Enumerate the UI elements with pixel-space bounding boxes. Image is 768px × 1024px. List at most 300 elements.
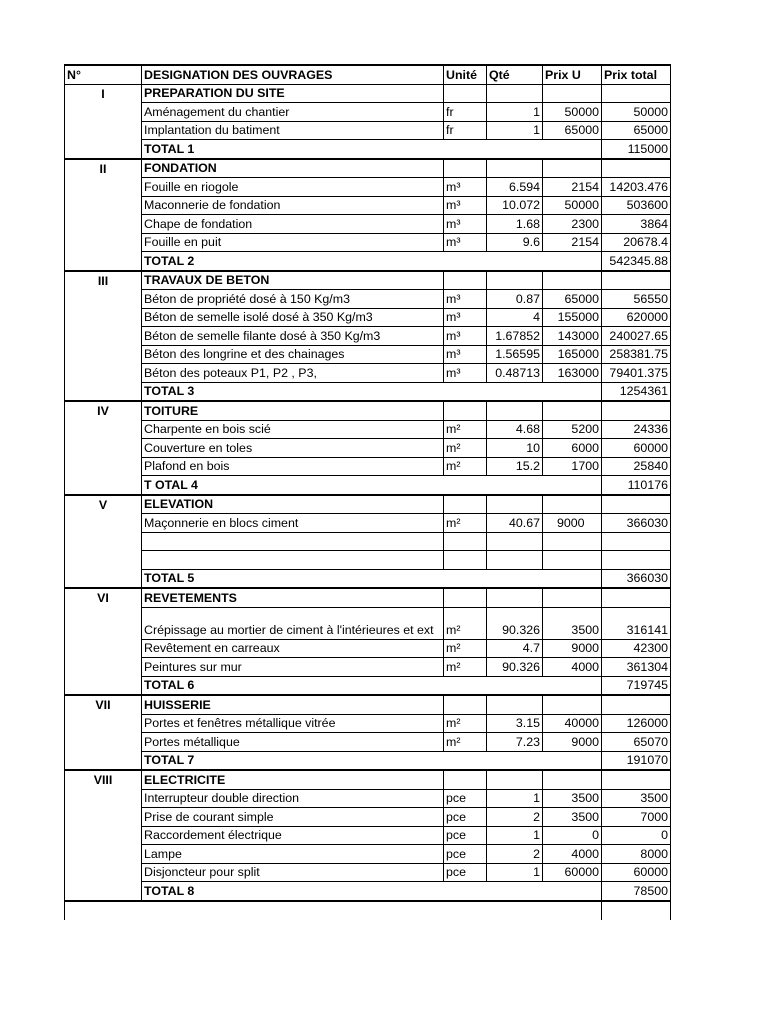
cell-qte: 1 <box>487 103 543 122</box>
table-row <box>65 639 671 658</box>
cell-prix-u: 3500 <box>543 808 602 827</box>
cell-qte: 1 <box>487 863 543 882</box>
cell-qte: 2 <box>487 845 543 864</box>
cell-no <box>65 382 142 401</box>
cell-prix-u: 6000 <box>543 439 602 458</box>
cell-unite: m² <box>444 420 487 439</box>
cell-designation: Fouille en puit <box>142 233 444 252</box>
cell-unite: m² <box>444 658 487 677</box>
cell-qte: 10.072 <box>487 196 543 215</box>
cell-unite: m² <box>444 639 487 658</box>
cell-qte <box>487 382 543 401</box>
cell-prix-u: 4000 <box>543 658 602 677</box>
cell-no <box>65 514 142 533</box>
cell-unite <box>444 271 487 290</box>
cell-designation: Béton des longrine et des chainages <box>142 345 444 364</box>
cell-prix-total: 7000 <box>602 808 671 827</box>
cell-designation: Chape de fondation <box>142 215 444 234</box>
section-total-value: 542345.88 <box>602 252 671 271</box>
section-total-value: 1254361 <box>602 382 671 401</box>
cell-qte <box>487 252 543 271</box>
cell-prix-total <box>602 495 671 514</box>
cell-prix-total <box>602 588 671 607</box>
cell-unite <box>444 84 487 103</box>
cell-prix-total: 25840 <box>602 457 671 476</box>
cell-prix-total: 60000 <box>602 439 671 458</box>
cell-no <box>65 751 142 770</box>
cell-no <box>65 789 142 808</box>
section-number: I <box>65 84 142 103</box>
cell-qte: 40.67 <box>487 514 543 533</box>
table-row <box>65 327 671 346</box>
cell-qte <box>487 401 543 420</box>
table-row <box>65 420 671 439</box>
cell-prix-u: 3500 <box>543 607 602 639</box>
section-title-row <box>65 495 671 514</box>
table-row <box>65 607 671 639</box>
cell-qte: 15.2 <box>487 457 543 476</box>
cell-designation: Béton des poteaux P1, P2 , P3, <box>142 364 444 383</box>
table-row <box>65 290 671 309</box>
cell-prix-total: 0 <box>602 826 671 845</box>
cell-qte: 7.23 <box>487 733 543 752</box>
cell-qte <box>487 695 543 714</box>
cell-unite: m² <box>444 439 487 458</box>
cell-no <box>65 364 142 383</box>
section-total-value: 719745 <box>602 676 671 695</box>
cell-unite <box>444 252 487 271</box>
cell-prix-u <box>543 495 602 514</box>
quote-table <box>64 64 671 920</box>
cell-qte: 3.15 <box>487 714 543 733</box>
cell-prix-u <box>543 751 602 770</box>
cell-unite: m³ <box>444 308 487 327</box>
cell-no <box>65 845 142 864</box>
section-total-label: TOTAL 5 <box>142 569 444 588</box>
header-prix-u: Prix U <box>543 65 602 84</box>
section-number: III <box>65 271 142 290</box>
cell-prix-total: 8000 <box>602 845 671 864</box>
cell-designation: Maçonnerie en blocs ciment <box>142 514 444 533</box>
cell-prix-u: 4000 <box>543 845 602 864</box>
table-row <box>65 826 671 845</box>
cell-prix-u: 155000 <box>543 308 602 327</box>
table-row <box>65 551 671 570</box>
section-total-row <box>65 882 671 901</box>
table-row <box>65 121 671 140</box>
cell-prix-u <box>543 532 602 551</box>
cell-prix-u: 60000 <box>543 863 602 882</box>
cell-designation: Béton de semelle isolé dosé à 350 Kg/m3 <box>142 308 444 327</box>
cell-prix-total: 316141 <box>602 607 671 639</box>
cell-designation: Plafond en bois <box>142 457 444 476</box>
cell-qte: 90.326 <box>487 607 543 639</box>
cell-qte: 1 <box>487 789 543 808</box>
cell-designation: Raccordement électrique <box>142 826 444 845</box>
cell-qte: 4.7 <box>487 639 543 658</box>
section-title-row <box>65 84 671 103</box>
header-unite: Unité <box>444 65 487 84</box>
cell-qte: 0.48713 <box>487 364 543 383</box>
cell-prix-total: 65070 <box>602 733 671 752</box>
cell-unite: m² <box>444 514 487 533</box>
cell-prix-u: 9000 <box>543 639 602 658</box>
header-row <box>65 65 671 84</box>
section-total-value: 78500 <box>602 882 671 901</box>
cell-prix-u <box>543 588 602 607</box>
cell-prix-u <box>543 695 602 714</box>
cell-unite: m³ <box>444 215 487 234</box>
cell-prix-u <box>543 401 602 420</box>
section-total-label: T OTAL 4 <box>142 476 444 495</box>
cell-no <box>65 733 142 752</box>
cell-no <box>65 676 142 695</box>
cell-prix-u: 9000 <box>543 514 602 533</box>
cell-designation: Peintures sur mur <box>142 658 444 677</box>
cell-prix-u: 2300 <box>543 215 602 234</box>
section-title-row <box>65 271 671 290</box>
section-number: VIII <box>65 770 142 789</box>
cell-no <box>65 826 142 845</box>
cell-no <box>65 345 142 364</box>
cell-prix-total: 258381.75 <box>602 345 671 364</box>
cell-qte: 0.87 <box>487 290 543 309</box>
cell-prix-total: 79401.375 <box>602 364 671 383</box>
cell-no <box>65 607 142 639</box>
cell-unite: m² <box>444 607 487 639</box>
cell-prix-u: 50000 <box>543 196 602 215</box>
cell-prix-u <box>543 676 602 695</box>
table-row <box>65 215 671 234</box>
cell-qte: 90.326 <box>487 658 543 677</box>
section-number: IV <box>65 401 142 420</box>
cell-unite: m³ <box>444 290 487 309</box>
cell-prix-u: 5200 <box>543 420 602 439</box>
cell-qte <box>487 84 543 103</box>
cell-qte: 6.594 <box>487 178 543 197</box>
cell-unite <box>444 476 487 495</box>
cell-unite <box>444 495 487 514</box>
cell-prix-u <box>543 271 602 290</box>
cell-qte <box>487 159 543 178</box>
cell-unite: pce <box>444 845 487 864</box>
cell-designation: Portes métallique <box>142 733 444 752</box>
cell-prix-total: 24336 <box>602 420 671 439</box>
section-number: VII <box>65 695 142 714</box>
cell-designation: Interrupteur double direction <box>142 789 444 808</box>
cell-unite: m² <box>444 457 487 476</box>
cell-prix-total: 620000 <box>602 308 671 327</box>
cell-unite: m² <box>444 733 487 752</box>
cell-qte: 1.68 <box>487 215 543 234</box>
cell-qte <box>487 676 543 695</box>
cell-designation: Portes et fenêtres métallique vitrée <box>142 714 444 733</box>
cell-no <box>65 457 142 476</box>
cell-prix-total: 3500 <box>602 789 671 808</box>
cell-unite: pce <box>444 808 487 827</box>
cell-prix-u: 9000 <box>543 733 602 752</box>
cell-no <box>65 178 142 197</box>
cell-prix-u <box>543 476 602 495</box>
cell-prix-total: 361304 <box>602 658 671 677</box>
section-title: HUISSERIE <box>142 695 444 714</box>
cell-prix-total: 56550 <box>602 290 671 309</box>
cell-no <box>65 569 142 588</box>
cell-qte <box>487 588 543 607</box>
section-total-label: TOTAL 3 <box>142 382 444 401</box>
section-total-label: TOTAL 7 <box>142 751 444 770</box>
cell-unite: m³ <box>444 345 487 364</box>
cell-prix-u <box>543 159 602 178</box>
table-row <box>65 808 671 827</box>
cell-unite <box>444 532 487 551</box>
cell-prix-total: 14203.476 <box>602 178 671 197</box>
cell-unite <box>444 401 487 420</box>
cell-prix-total <box>602 401 671 420</box>
cell-qte: 9.6 <box>487 233 543 252</box>
cell-qte <box>487 476 543 495</box>
cell-no <box>65 308 142 327</box>
section-total-value: 110176 <box>602 476 671 495</box>
section-title-row <box>65 770 671 789</box>
cell-prix-total <box>602 551 671 570</box>
section-total-label: TOTAL 6 <box>142 676 444 695</box>
section-title: PREPARATION DU SITE <box>142 84 444 103</box>
cell-no <box>65 808 142 827</box>
cell-prix-u: 40000 <box>543 714 602 733</box>
cell-qte: 1 <box>487 121 543 140</box>
cell-prix-total: 240027.65 <box>602 327 671 346</box>
table-row <box>65 514 671 533</box>
cell-qte: 1 <box>487 826 543 845</box>
section-title: TOITURE <box>142 401 444 420</box>
table-row <box>65 658 671 677</box>
empty-cell <box>65 901 142 920</box>
cell-prix-u: 143000 <box>543 327 602 346</box>
cell-unite <box>444 676 487 695</box>
empty-cell <box>444 901 487 920</box>
cell-prix-total: 126000 <box>602 714 671 733</box>
section-title-row <box>65 695 671 714</box>
cell-unite <box>444 569 487 588</box>
cell-designation: Prise de courant simple <box>142 808 444 827</box>
cell-unite <box>444 751 487 770</box>
cell-designation: Crépissage au mortier de ciment à l'intérieures et ext <box>142 607 444 639</box>
section-title: REVETEMENTS <box>142 588 444 607</box>
cell-prix-total: 366030 <box>602 514 671 533</box>
section-title-row <box>65 159 671 178</box>
cell-unite <box>444 551 487 570</box>
section-title: ELEVATION <box>142 495 444 514</box>
cell-designation <box>142 532 444 551</box>
cell-unite <box>444 140 487 159</box>
cell-prix-total <box>602 159 671 178</box>
cell-designation: Disjoncteur pour split <box>142 863 444 882</box>
cell-prix-total: 20678.4 <box>602 233 671 252</box>
cell-prix-u <box>543 140 602 159</box>
cell-prix-total: 50000 <box>602 103 671 122</box>
header-no: N° <box>65 65 142 84</box>
table-row <box>65 845 671 864</box>
cell-prix-u <box>543 382 602 401</box>
cell-unite: m² <box>444 714 487 733</box>
cell-no <box>65 532 142 551</box>
section-total-row <box>65 751 671 770</box>
table-row <box>65 733 671 752</box>
cell-designation: Charpente en bois scié <box>142 420 444 439</box>
table-row <box>65 714 671 733</box>
cell-unite <box>444 588 487 607</box>
cell-no <box>65 658 142 677</box>
section-total-value: 191070 <box>602 751 671 770</box>
cell-unite <box>444 382 487 401</box>
section-total-row <box>65 569 671 588</box>
table-row <box>65 178 671 197</box>
cell-no <box>65 439 142 458</box>
section-title: TRAVAUX DE BETON <box>142 271 444 290</box>
cell-no <box>65 714 142 733</box>
cell-unite <box>444 695 487 714</box>
cell-qte <box>487 495 543 514</box>
cell-prix-total <box>602 695 671 714</box>
cell-designation: Revêtement en carreaux <box>142 639 444 658</box>
cell-no <box>65 215 142 234</box>
trailing-empty-row <box>65 901 671 920</box>
quote-table-body <box>65 65 671 920</box>
cell-no <box>65 639 142 658</box>
cell-designation: Maconnerie de fondation <box>142 196 444 215</box>
cell-qte: 4.68 <box>487 420 543 439</box>
table-row <box>65 439 671 458</box>
section-total-label: TOTAL 8 <box>142 882 444 901</box>
cell-no <box>65 290 142 309</box>
cell-unite: m³ <box>444 327 487 346</box>
cell-prix-u: 65000 <box>543 121 602 140</box>
cell-prix-u: 50000 <box>543 103 602 122</box>
cell-prix-u: 3500 <box>543 789 602 808</box>
section-total-label: TOTAL 2 <box>142 252 444 271</box>
table-row <box>65 103 671 122</box>
section-total-row <box>65 140 671 159</box>
cell-qte <box>487 140 543 159</box>
cell-prix-total: 42300 <box>602 639 671 658</box>
section-title: FONDATION <box>142 159 444 178</box>
empty-cell <box>142 901 444 920</box>
cell-qte <box>487 569 543 588</box>
cell-prix-u: 65000 <box>543 290 602 309</box>
cell-qte <box>487 551 543 570</box>
table-row <box>65 345 671 364</box>
section-total-row <box>65 252 671 271</box>
cell-designation: Aménagement du chantier <box>142 103 444 122</box>
cell-prix-u: 1700 <box>543 457 602 476</box>
cell-no <box>65 252 142 271</box>
cell-prix-total: 503600 <box>602 196 671 215</box>
cell-unite: pce <box>444 826 487 845</box>
cell-qte: 10 <box>487 439 543 458</box>
empty-cell <box>602 901 671 920</box>
cell-designation: Lampe <box>142 845 444 864</box>
section-number: II <box>65 159 142 178</box>
cell-prix-u <box>543 569 602 588</box>
cell-no <box>65 327 142 346</box>
cell-qte: 4 <box>487 308 543 327</box>
cell-unite: m³ <box>444 178 487 197</box>
cell-unite: m³ <box>444 196 487 215</box>
cell-prix-u: 163000 <box>543 364 602 383</box>
cell-prix-total: 60000 <box>602 863 671 882</box>
cell-unite <box>444 159 487 178</box>
header-qte: Qté <box>487 65 543 84</box>
cell-prix-u <box>543 882 602 901</box>
cell-unite <box>444 882 487 901</box>
cell-qte <box>487 882 543 901</box>
section-title-row <box>65 401 671 420</box>
cell-no <box>65 476 142 495</box>
cell-designation: Implantation du batiment <box>142 121 444 140</box>
cell-no <box>65 121 142 140</box>
section-number: VI <box>65 588 142 607</box>
section-total-label: TOTAL 1 <box>142 140 444 159</box>
table-row <box>65 233 671 252</box>
table-row <box>65 457 671 476</box>
section-title-row <box>65 588 671 607</box>
cell-prix-total <box>602 84 671 103</box>
cell-prix-total <box>602 770 671 789</box>
cell-unite <box>444 770 487 789</box>
cell-no <box>65 882 142 901</box>
header-prix-total: Prix total <box>602 65 671 84</box>
cell-unite: m³ <box>444 364 487 383</box>
cell-unite: pce <box>444 789 487 808</box>
cell-prix-u: 165000 <box>543 345 602 364</box>
cell-unite: fr <box>444 121 487 140</box>
section-total-value: 115000 <box>602 140 671 159</box>
cell-qte: 2 <box>487 808 543 827</box>
section-total-row <box>65 476 671 495</box>
table-row <box>65 532 671 551</box>
cell-prix-u <box>543 551 602 570</box>
cell-prix-u <box>543 84 602 103</box>
table-row <box>65 364 671 383</box>
cell-designation: Béton de propriété dosé à 150 Kg/m3 <box>142 290 444 309</box>
section-total-row <box>65 676 671 695</box>
header-designation: DESIGNATION DES OUVRAGES <box>142 65 444 84</box>
cell-prix-u: 2154 <box>543 233 602 252</box>
cell-no <box>65 233 142 252</box>
cell-prix-total: 3864 <box>602 215 671 234</box>
cell-no <box>65 196 142 215</box>
cell-unite: pce <box>444 863 487 882</box>
cell-prix-total <box>602 271 671 290</box>
cell-qte <box>487 770 543 789</box>
table-row <box>65 863 671 882</box>
cell-no <box>65 420 142 439</box>
cell-designation: Couverture en toles <box>142 439 444 458</box>
cell-qte: 1.56595 <box>487 345 543 364</box>
cell-prix-u: 0 <box>543 826 602 845</box>
cell-qte <box>487 532 543 551</box>
cell-unite: fr <box>444 103 487 122</box>
empty-cell <box>487 901 543 920</box>
section-total-row <box>65 382 671 401</box>
cell-qte <box>487 751 543 770</box>
section-title: ELECTRICITE <box>142 770 444 789</box>
cell-designation <box>142 551 444 570</box>
faint-watermark-fragment <box>300 934 370 942</box>
cell-designation: Fouille en riogole <box>142 178 444 197</box>
cell-unite: m³ <box>444 233 487 252</box>
